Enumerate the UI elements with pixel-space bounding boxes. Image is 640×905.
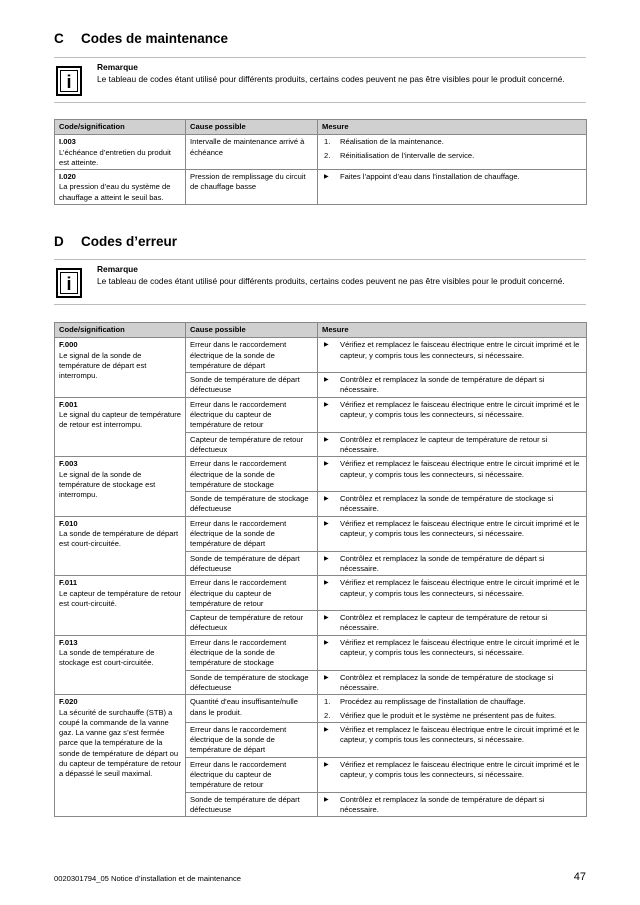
bullet-marker-icon: ▶ bbox=[324, 496, 329, 503]
code-meaning: La sécurité de surchauffe (STB) a coupé la commande de la vanne gaz. La vanne gaz s’est fermée parce que la température de la sonde de température de départ ou du capteur de température de retour a dépassé le seuil maximal. bbox=[59, 707, 181, 779]
error-code: I.020 bbox=[59, 172, 76, 182]
table-row bbox=[55, 576, 587, 611]
bullet-marker-icon: ▶ bbox=[324, 174, 329, 181]
info-icon: i bbox=[56, 66, 82, 96]
code-cell bbox=[55, 170, 186, 205]
code-cell bbox=[55, 135, 186, 170]
step-number: 2. bbox=[324, 150, 331, 160]
measure-cell bbox=[318, 397, 587, 432]
note-box bbox=[97, 264, 587, 287]
measure-text: Vérifiez et remplacez le faisceau électrique entre le circuit imprimé et le capteur, y compris tous les connecteurs, si nécessaire. bbox=[340, 340, 580, 360]
code-meaning: La pression d’eau du système de chauffage a atteint le seuil bas. bbox=[59, 182, 171, 202]
measure-cell bbox=[318, 457, 587, 492]
section-c-title bbox=[54, 31, 228, 46]
code-cell bbox=[55, 695, 186, 817]
note-title: Remarque bbox=[97, 264, 138, 274]
measure-item bbox=[322, 435, 582, 456]
measure-text: Contrôlez et remplacez la sonde de température de stockage si nécessaire. bbox=[340, 672, 554, 692]
measure-text: Vérifiez et remplacez le faisceau électrique entre le circuit imprimé et le capteur, y compris tous les connecteurs, si nécessaire. bbox=[340, 399, 580, 420]
measure-cell bbox=[318, 792, 587, 817]
measure-item bbox=[322, 459, 582, 480]
cause-cell: Sonde de température de stockage défectueuse bbox=[186, 670, 318, 695]
section-d-title bbox=[54, 234, 177, 249]
error-code: I.003 bbox=[59, 137, 76, 147]
measure-item bbox=[322, 151, 582, 161]
measure-cell bbox=[318, 695, 587, 723]
divider bbox=[54, 57, 586, 58]
code-meaning: Le signal de la sonde de température de stockage est interrompu. bbox=[59, 469, 156, 500]
note-text: Le tableau de codes étant utilisé pour différents produits, certains codes peuvent ne pas être visibles pour le produit concerné. bbox=[97, 275, 565, 286]
header-cause: Cause possible bbox=[186, 120, 318, 135]
code-cell bbox=[55, 576, 186, 635]
measure-cell bbox=[318, 516, 587, 551]
error-code: F.000 bbox=[59, 340, 78, 350]
measure-cell bbox=[318, 722, 587, 757]
error-code: F.010 bbox=[59, 518, 78, 528]
note-text: Le tableau de codes étant utilisé pour différents produits, certains codes peuvent ne pas être visibles pour le produit concerné. bbox=[97, 73, 565, 84]
section-letter: D bbox=[54, 234, 64, 249]
step-number: 1. bbox=[324, 137, 331, 147]
measure-text: Vérifiez et remplacez le faisceau électrique entre le circuit imprimé et le capteur, y compris tous les connecteurs, si nécessaire. bbox=[340, 578, 580, 598]
cause-cell: Erreur dans le raccordement électrique de la sonde de température de stockage bbox=[186, 635, 318, 670]
table-row bbox=[55, 170, 587, 205]
bullet-marker-icon: ▶ bbox=[324, 615, 329, 622]
measure-text: Vérifiez que le produit et le système ne présentent pas de fuites. bbox=[340, 710, 557, 720]
measure-cell bbox=[318, 670, 587, 695]
cause-cell: Sonde de température de départ défectueuse bbox=[186, 373, 318, 398]
measure-item bbox=[322, 400, 582, 421]
measure-text: Réinitialisation de l’intervalle de service. bbox=[340, 150, 475, 160]
bullet-marker-icon: ▶ bbox=[324, 796, 329, 803]
table-row bbox=[55, 516, 587, 551]
cause-cell: Erreur dans le raccordement électrique du capteur de température de retour bbox=[186, 576, 318, 611]
bullet-marker-icon: ▶ bbox=[324, 377, 329, 384]
header-measure: Mesure bbox=[318, 120, 587, 135]
info-icon: i bbox=[56, 268, 82, 298]
measure-text: Contrôlez et remplacez la sonde de température de départ si nécessaire. bbox=[340, 553, 545, 573]
table-row bbox=[55, 457, 587, 492]
bullet-marker-icon: ▶ bbox=[324, 580, 329, 587]
measure-text: Vérifiez et remplacez le faisceau électrique entre le circuit imprimé et le capteur, y compris tous les connecteurs, si nécessaire. bbox=[340, 724, 580, 745]
code-meaning: Le signal de la sonde de température de départ est interrompu. bbox=[59, 350, 147, 381]
bullet-marker-icon: ▶ bbox=[324, 674, 329, 681]
code-cell bbox=[55, 397, 186, 456]
cause-cell: Erreur dans le raccordement électrique de la sonde de température de stockage bbox=[186, 457, 318, 492]
measure-text: Procédez au remplissage de l’installation de chauffage. bbox=[340, 697, 526, 707]
cause-cell: Erreur dans le raccordement électrique du capteur de température de retour bbox=[186, 397, 318, 432]
measure-item bbox=[322, 578, 582, 599]
bullet-marker-icon: ▶ bbox=[324, 726, 329, 733]
section-letter: C bbox=[54, 31, 64, 46]
bullet-marker-icon: ▶ bbox=[324, 639, 329, 646]
code-meaning: La sonde de température de stockage est court-circuitée. bbox=[59, 648, 155, 668]
cause-cell: Erreur dans le raccordement électrique de la sonde de température de départ bbox=[186, 338, 318, 373]
bullet-marker-icon: ▶ bbox=[324, 520, 329, 527]
bullet-marker-icon: ▶ bbox=[324, 461, 329, 468]
measure-item bbox=[322, 519, 582, 540]
measure-cell bbox=[318, 373, 587, 398]
header-cause: Cause possible bbox=[186, 323, 318, 338]
header-code: Code/signification bbox=[55, 120, 186, 135]
measure-item bbox=[322, 554, 582, 575]
measure-cell bbox=[318, 757, 587, 792]
code-meaning: La sonde de température de départ est court-circuitée. bbox=[59, 529, 179, 549]
cause-cell: Erreur dans le raccordement électrique du capteur de température de retour bbox=[186, 757, 318, 792]
measure-text: Contrôlez et remplacez la sonde de température de départ si nécessaire. bbox=[340, 375, 545, 395]
error-code: F.020 bbox=[59, 697, 78, 707]
measure-item bbox=[322, 172, 582, 182]
measure-item bbox=[322, 711, 582, 721]
cause-cell: Pression de remplissage du circuit de chauffage basse bbox=[186, 170, 318, 205]
cause-cell: Sonde de température de départ défectueuse bbox=[186, 551, 318, 576]
measure-item bbox=[322, 638, 582, 659]
measure-cell bbox=[318, 338, 587, 373]
divider bbox=[54, 259, 586, 260]
cause-cell: Quantité d’eau insuffisante/nulle dans le produit. bbox=[186, 695, 318, 723]
measure-text: Contrôlez et remplacez le capteur de température de retour si nécessaire. bbox=[340, 613, 548, 633]
measure-cell bbox=[318, 611, 587, 636]
code-cell bbox=[55, 516, 186, 575]
table-row bbox=[55, 695, 587, 723]
maintenance-codes-table bbox=[54, 119, 587, 205]
code-meaning: Le capteur de température de retour est court-circuité. bbox=[59, 588, 181, 608]
code-cell bbox=[55, 635, 186, 694]
table-row bbox=[55, 338, 587, 373]
measure-item bbox=[322, 494, 582, 515]
header-code: Code/signification bbox=[55, 323, 186, 338]
footer-doc-ref: 0020301794_05 Notice d’installation et de maintenance bbox=[54, 874, 242, 883]
measure-item bbox=[322, 673, 582, 694]
bullet-marker-icon: ▶ bbox=[324, 761, 329, 768]
measure-cell bbox=[318, 576, 587, 611]
code-cell bbox=[55, 338, 186, 397]
cause-cell: Erreur dans le raccordement électrique de la sonde de température de départ bbox=[186, 516, 318, 551]
table-row bbox=[55, 397, 587, 432]
note-box bbox=[97, 62, 587, 85]
measure-item bbox=[322, 613, 582, 634]
table-row bbox=[55, 135, 587, 170]
cause-cell: Intervalle de maintenance arrivé à échéance bbox=[186, 135, 318, 170]
measure-item bbox=[322, 375, 582, 396]
page-number: 47 bbox=[573, 871, 586, 883]
code-cell bbox=[55, 457, 186, 516]
cause-cell: Capteur de température de retour défectueux bbox=[186, 611, 318, 636]
measure-cell bbox=[318, 432, 587, 457]
section-heading: Codes d’erreur bbox=[81, 234, 178, 249]
cause-cell: Capteur de température de retour défectueux bbox=[186, 432, 318, 457]
error-code: F.001 bbox=[59, 399, 78, 409]
cause-cell: Erreur dans le raccordement électrique de la sonde de température de départ bbox=[186, 722, 318, 757]
step-number: 1. bbox=[324, 697, 331, 707]
code-meaning: Le signal du capteur de température de retour est interrompu. bbox=[59, 410, 182, 430]
measure-cell bbox=[318, 492, 587, 517]
code-meaning: L’échéance d’entretien du produit est atteinte. bbox=[59, 147, 171, 167]
measure-text: Vérifiez et remplacez le faisceau électrique entre le circuit imprimé et le capteur, y compris tous les connecteurs, si nécessaire. bbox=[340, 459, 580, 479]
measure-cell bbox=[318, 170, 587, 205]
measure-cell bbox=[318, 551, 587, 576]
divider bbox=[54, 102, 586, 103]
measure-text: Contrôlez et remplacez la sonde de température de stockage si nécessaire. bbox=[340, 494, 554, 514]
header-measure: Mesure bbox=[318, 323, 587, 338]
measure-text: Vérifiez et remplacez le faisceau électrique entre le circuit imprimé et le capteur, y compris tous les connecteurs, si nécessaire. bbox=[340, 518, 580, 539]
measure-item bbox=[322, 760, 582, 781]
error-code: F.013 bbox=[59, 637, 78, 647]
measure-text: Contrôlez et remplacez la sonde de température de départ si nécessaire. bbox=[340, 794, 545, 814]
bullet-marker-icon: ▶ bbox=[324, 555, 329, 562]
note-title: Remarque bbox=[97, 62, 138, 72]
error-codes-table bbox=[54, 322, 587, 817]
bullet-marker-icon: ▶ bbox=[324, 342, 329, 349]
bullet-marker-icon: ▶ bbox=[324, 401, 329, 408]
measure-text: Vérifiez et remplacez le faisceau électrique entre le circuit imprimé et le capteur, y compris tous les connecteurs, si nécessaire. bbox=[340, 759, 580, 779]
measure-item bbox=[322, 725, 582, 746]
step-number: 2. bbox=[324, 710, 331, 720]
error-code: F.003 bbox=[59, 459, 78, 469]
measure-item bbox=[322, 697, 582, 707]
section-heading: Codes de maintenance bbox=[81, 31, 229, 46]
table-row bbox=[55, 635, 587, 670]
error-code: F.011 bbox=[59, 578, 78, 588]
measure-cell bbox=[318, 635, 587, 670]
measure-item bbox=[322, 795, 582, 816]
measure-text: Réalisation de la maintenance. bbox=[340, 137, 444, 147]
measure-cell bbox=[318, 135, 587, 170]
divider bbox=[54, 304, 586, 305]
measure-text: Faites l’appoint d’eau dans l’installation de chauffage. bbox=[340, 172, 520, 182]
cause-cell: Sonde de température de départ défectueuse bbox=[186, 792, 318, 817]
measure-item bbox=[322, 340, 582, 361]
measure-text: Contrôlez et remplacez le capteur de température de retour si nécessaire. bbox=[340, 434, 548, 454]
measure-text: Vérifiez et remplacez le faisceau électrique entre le circuit imprimé et le capteur, y compris tous les connecteurs, si nécessaire. bbox=[340, 637, 580, 658]
cause-cell: Sonde de température de stockage défectueuse bbox=[186, 492, 318, 517]
bullet-marker-icon: ▶ bbox=[324, 436, 329, 443]
measure-item bbox=[322, 137, 582, 147]
